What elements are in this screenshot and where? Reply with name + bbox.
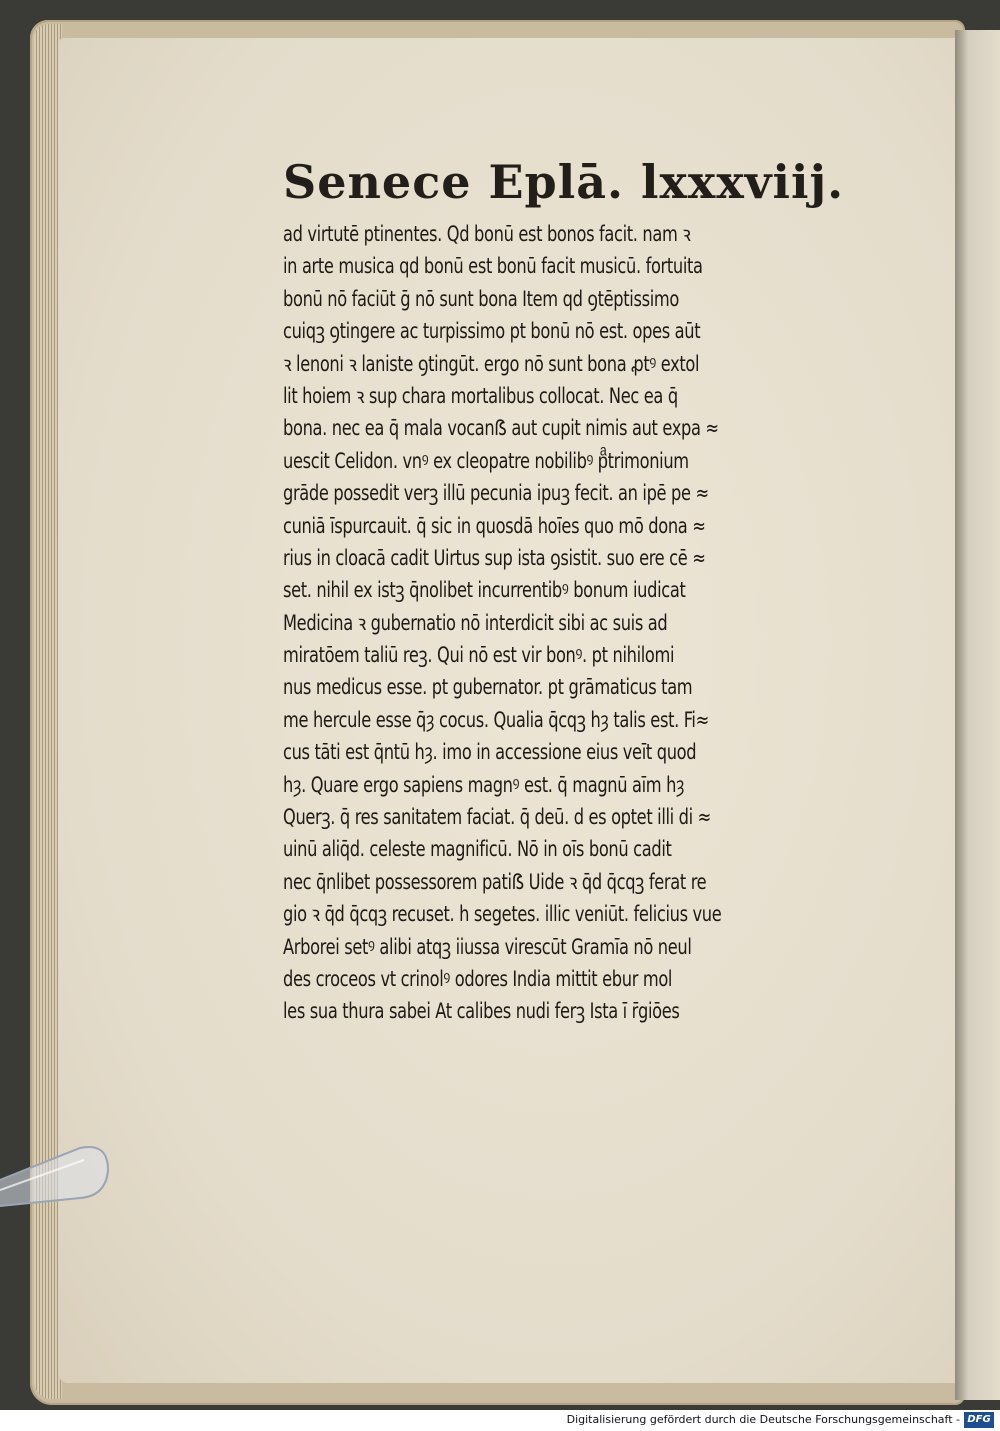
text-line: cus tāti est q̄ntū hȝ. imo in accessione eius veīt quod bbox=[283, 740, 697, 765]
text-line: uescit Celidon. vnꝰ ex cleopatre nobilibꝰ pͣtrimonium bbox=[283, 448, 689, 473]
footer-credit: Digitalisierung gefördert durch die Deutsche Forschungsgemeinschaft - bbox=[566, 1413, 960, 1426]
text-line: rius in cloacā cadit Uirtus sup ista ꝯsistit. suo ere cē ≈ bbox=[283, 545, 706, 570]
page-clip-icon bbox=[0, 1140, 110, 1210]
page-heading: Senece Eplā. lxxxviij. bbox=[283, 155, 845, 209]
text-line: hȝ. Quare ergo sapiens magnꝰ est. q̄ magnū aīm hȝ bbox=[283, 772, 685, 797]
footer-bar bbox=[0, 1410, 1000, 1431]
text-line: in arte musica qd bonū est bonū facit musicū. fortuita bbox=[283, 254, 703, 279]
facing-page-edge bbox=[955, 30, 1000, 1400]
text-line: miratōem taliū reꝫ. Qui nō est vir bonꝰ. pt nihilomi bbox=[283, 643, 675, 668]
text-line: bonū nō faciūt ḡ nō sunt bona Item qd ꝯtēptissimo bbox=[283, 286, 679, 311]
text-line: ad virtutē ptinentes. Qd bonū est bonos facit. nam ꝛ bbox=[283, 222, 691, 246]
text-line: Querꝫ. q̄ res sanitatem faciat. q̄ deū. d es optet illi di ≈ bbox=[283, 805, 711, 830]
page-text bbox=[283, 150, 845, 1028]
text-line: lit hoiem ꝛ sup chara mortalibus collocat. Nec ea q̄ bbox=[283, 383, 678, 408]
text-line: me hercule esse q̄ȝ cocus. Qualia q̄cqꝫ hȝ talis est. Fi≈ bbox=[283, 707, 709, 732]
dfg-logo: DFG bbox=[964, 1412, 994, 1428]
text-line: bona. nec ea q̄ mala vocanẞ aut cupit nimis aut expa ≈ bbox=[283, 416, 719, 441]
text-line: Arborei setꝰ alibi atqꝫ iiussa virescūt Gramīa nō neul bbox=[283, 934, 692, 959]
text-line: les sua thura sabei At calibes nudi ferꝫ Ista ī r̄giōes bbox=[283, 999, 680, 1024]
text-line: cuniā īspurcauit. q̄ sic in quosdā hoīes quo mō dona ≈ bbox=[283, 513, 706, 538]
text-line: cuiqꝫ ꝯtingere ac turpissimo pt bonū nō est. opes aūt bbox=[283, 319, 701, 344]
text-line: grāde possedit verꝫ illū pecunia ipuꝫ fecit. an ipē pe ≈ bbox=[283, 481, 709, 506]
text-line: des croceos vt crinolꝰ odores India mittit ebur mol bbox=[283, 966, 673, 991]
text-line: gio ꝛ q̄d q̄cqꝫ recuset. h segetes. illic veniūt. felicius vue bbox=[283, 902, 722, 927]
text-line: ꝛ lenoni ꝛ laniste ꝯtingūt. ergo nō sunt bona ꝓtꝰ extol bbox=[283, 351, 700, 376]
text-line: uinū aliq̄d. celeste magnificū. Nō in oīs bonū cadit bbox=[283, 837, 672, 862]
text-line: Medicina ꝛ gubernatio nō interdicit sibi ac suis ad bbox=[283, 610, 668, 635]
text-lines bbox=[283, 218, 828, 1028]
text-line: set. nihil ex istꝫ q̄nolibet incurrentibꝰ bonum iudicat bbox=[283, 578, 686, 603]
text-line: nus medicus esse. pt gubernator. pt grāmaticus tam bbox=[283, 675, 693, 700]
text-line: nec q̄nlibet possessorem patiẞ Uide ꝛ q̄d q̄cqꝫ ferat re bbox=[283, 869, 707, 894]
